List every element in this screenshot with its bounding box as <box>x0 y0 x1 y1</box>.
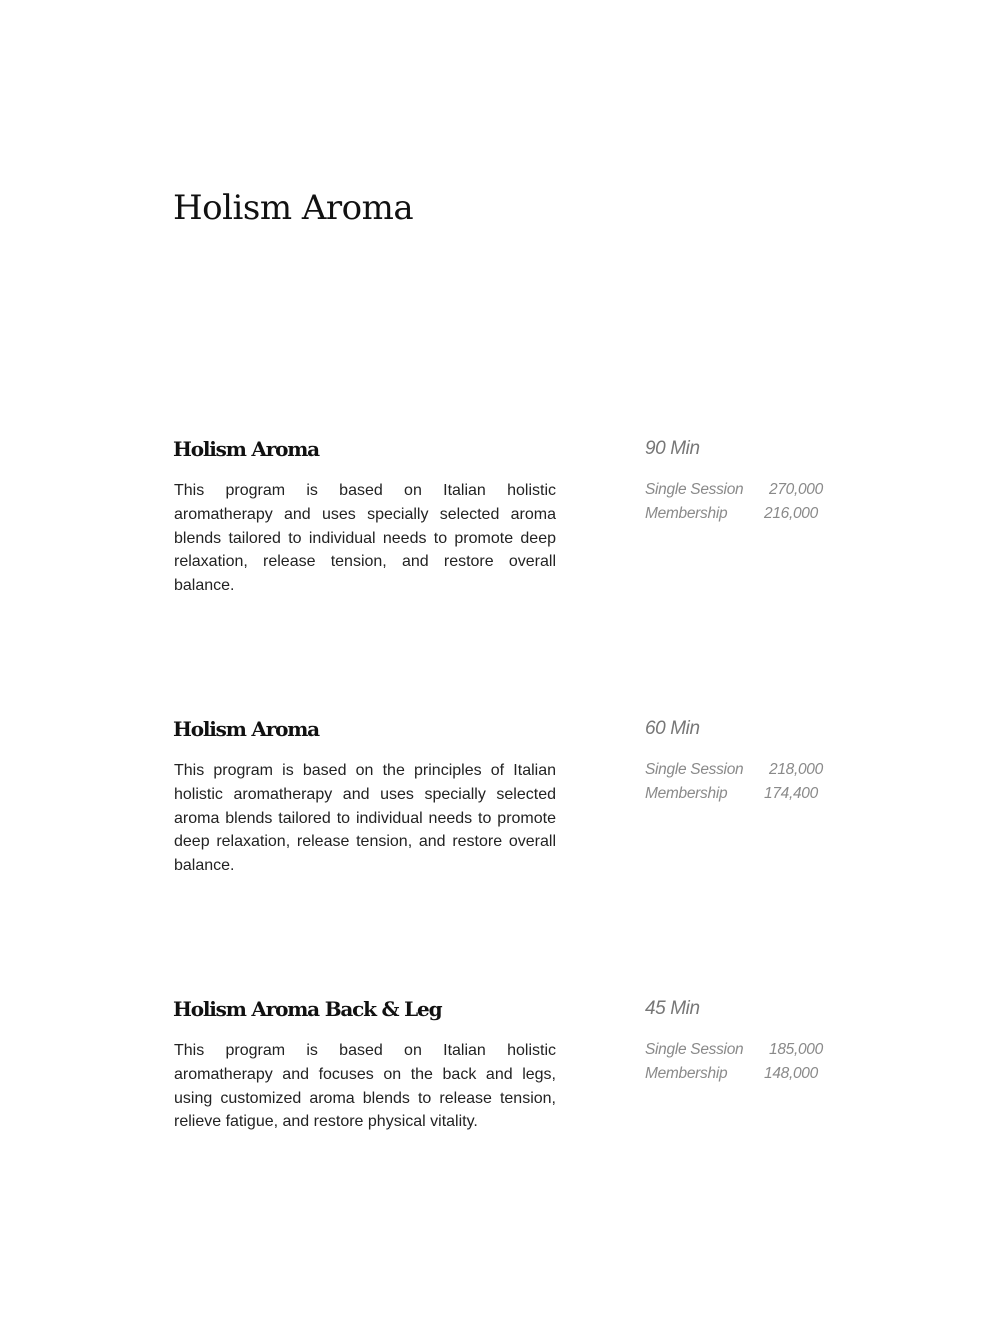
single-session-row <box>645 761 823 779</box>
page-title: Holism Aroma <box>173 188 414 228</box>
service-item <box>0 717 1000 917</box>
single-session-label: Single Session <box>645 481 744 498</box>
membership-row <box>645 505 818 523</box>
service-item <box>0 997 1000 1197</box>
membership-price: 216,000 <box>764 505 818 522</box>
service-description: This program is based on Italian holistic aromatherapy and focuses on the back and legs, using customized aroma blends to release tension, relieve fatigue, and restore physical vitality. <box>174 1042 556 1131</box>
membership-label: Membership <box>645 1065 728 1082</box>
single-session-label: Single Session <box>645 1041 744 1058</box>
membership-label: Membership <box>645 785 728 802</box>
service-duration: 45 Min <box>645 998 700 1019</box>
membership-price: 174,400 <box>764 785 818 802</box>
service-duration: 60 Min <box>645 718 700 739</box>
single-session-price: 218,000 <box>769 761 823 778</box>
service-name: Holism Aroma <box>173 717 319 741</box>
membership-label: Membership <box>645 505 728 522</box>
service-item <box>0 437 1000 637</box>
single-session-label: Single Session <box>645 761 744 778</box>
service-name: Holism Aroma Back & Leg <box>173 997 442 1021</box>
single-session-row <box>645 481 823 499</box>
service-duration: 90 Min <box>645 438 700 459</box>
service-description: This program is based on the principles of Italian holistic aromatherapy and uses specially selected aroma blends tailored to individual needs to promote deep relaxation, release tension, and restore overall balance. <box>174 762 556 875</box>
single-session-price: 270,000 <box>769 481 823 498</box>
membership-row <box>645 785 818 803</box>
membership-row <box>645 1065 818 1083</box>
service-name: Holism Aroma <box>173 437 319 461</box>
single-session-row <box>645 1041 823 1059</box>
service-description: This program is based on Italian holistic aromatherapy and uses specially selected aroma blends tailored to individual needs to promote deep relaxation, release tension, and restore overall balance. <box>174 482 556 595</box>
single-session-price: 185,000 <box>769 1041 823 1058</box>
membership-price: 148,000 <box>764 1065 818 1082</box>
